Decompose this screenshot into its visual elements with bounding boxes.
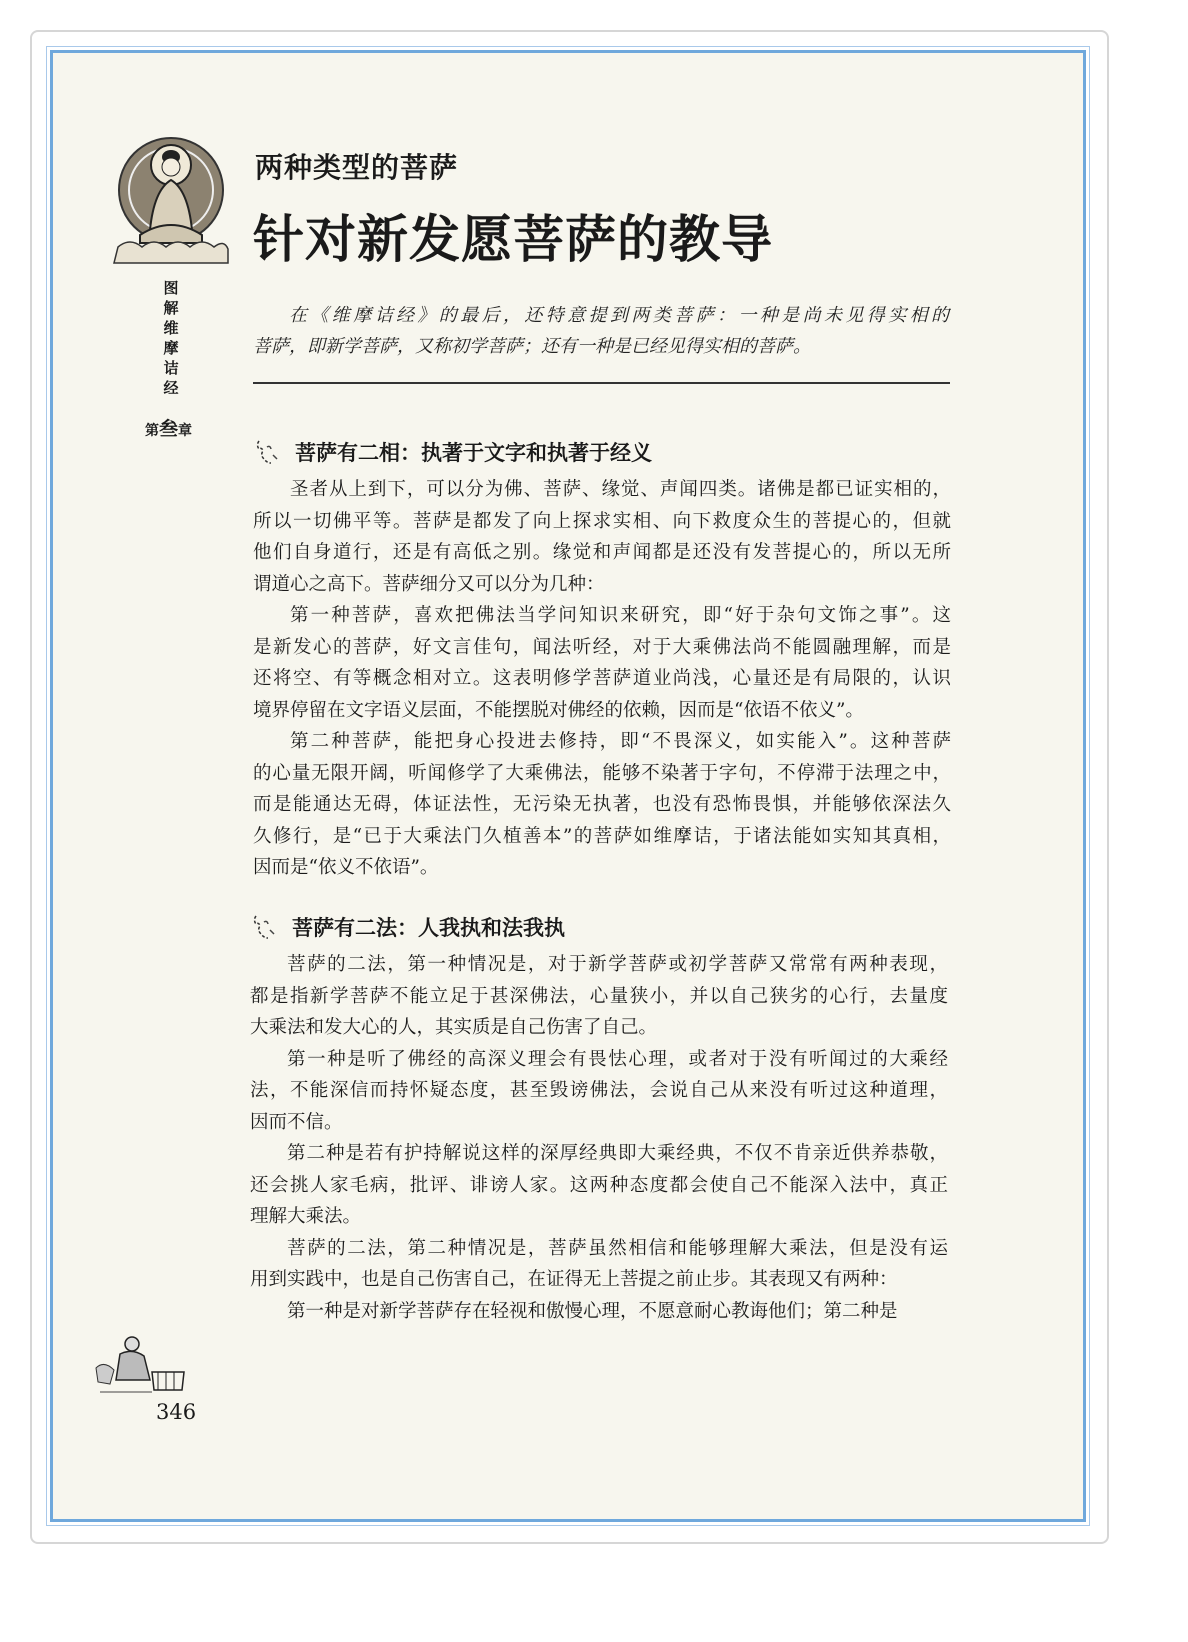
section-1: [253, 437, 951, 884]
intro-line: 在《维摩诘经》的最后，还特意提到两类菩萨：一种是尚未见得实相的: [289, 305, 949, 326]
paragraph: [250, 1233, 948, 1296]
section-heading-text: 菩萨有二法：人我执和法我执: [292, 916, 565, 940]
paragraph-line: 法，不能深信而持怀疑态度，甚至毁谤佛法，会说自己从来没有听过这种道理，: [250, 1080, 948, 1101]
section-heading: [250, 912, 948, 942]
buddha-illustration: [110, 135, 232, 270]
paragraph-line: 第二种是若有护持解说这样的深厚经典即大乘经典，不仅不肯亲近供养恭敬，: [287, 1143, 948, 1164]
paragraph: [250, 1296, 948, 1328]
paragraph: [253, 600, 951, 726]
paragraph-line: 他们自身道行，还是有高低之别。缘觉和声闻都是还没有发菩提心的，所以无所: [253, 542, 951, 563]
paragraph-line: 因而不信。: [250, 1111, 343, 1133]
paragraph-line: 都是指新学菩萨不能立足于甚深佛法，心量狭小，并以自己狭劣的心行，去量度: [250, 985, 948, 1007]
page-subtitle: 两种类型的菩萨: [255, 151, 459, 184]
paragraph-line: 第一种是对新学菩萨存在轻视和傲慢心理，不愿意耐心教诲他们；第二种是: [287, 1300, 898, 1322]
scroll-ornament-icon: [250, 912, 292, 942]
intro-paragraph: [253, 300, 949, 362]
section-body: [253, 474, 951, 884]
chapter-label: [145, 414, 192, 441]
section-heading: [253, 437, 951, 467]
paragraph-line: 用到实践中，也是自己伤害自己，在证得无上菩提之前止步。其表现又有两种：: [250, 1269, 898, 1290]
paragraph-line: 理解大乘法。: [250, 1206, 362, 1227]
chapter-suffix: 章: [178, 423, 193, 439]
paragraph: [253, 474, 951, 600]
paragraph-line: 第一种菩萨，喜欢把佛法当学问知识来研究，即“好于杂句文饰之事”。这: [290, 605, 951, 626]
paragraph-line: 菩萨的二法，第一种情况是，对于新学菩萨或初学菩萨又常常有两种表现，: [287, 954, 948, 975]
section-body: [250, 949, 948, 1327]
paragraph-line: 大乘法和发大心的人，其实质是自己伤害了自己。: [250, 1017, 658, 1038]
page-number: 346: [156, 1400, 197, 1424]
paragraph: [250, 949, 948, 1044]
paragraph-line: 还会挑人家毛病，批评、诽谤人家。这两种态度都会使自己不能深入法中，真正: [250, 1174, 948, 1196]
divider: [253, 382, 950, 384]
scroll-ornament-icon: [253, 437, 295, 467]
paragraph-line: 的心量无限开阔，听闻修学了大乘佛法，能够不染著于字句，不停滞于法理之中，: [253, 762, 951, 784]
chapter-prefix: 第: [145, 423, 159, 439]
intro-line: 菩萨，即新学菩萨，又称初学菩萨；还有一种是已经见得实相的菩萨。: [253, 336, 811, 357]
page-title: 针对新发愿菩萨的教导: [253, 211, 774, 270]
paragraph: [250, 1044, 948, 1139]
chapter-number: 叁: [159, 418, 179, 440]
paragraph-line: 而是能通达无碍，体证法性，无污染无执著，也没有恐怖畏惧，并能够依深法久: [253, 794, 951, 815]
section-heading-text: 菩萨有二相：执著于文字和执著于经义: [295, 441, 652, 465]
paragraph: [253, 726, 951, 884]
paragraph-line: 因而是“依义不依语”。: [253, 857, 439, 878]
paragraph-line: 第一种是听了佛经的高深义理会有畏怯心理，或者对于没有听闻过的大乘经: [287, 1048, 948, 1070]
paragraph-line: 第二种菩萨，能把身心投进去修持，即“不畏深义，如实能入”。这种菩萨: [290, 731, 951, 752]
paragraph-line: 久修行，是“已于大乘法门久植善本”的菩萨如维摩诘，于诸法能如实知其真相，: [253, 825, 951, 847]
paragraph-line: 还将空、有等概念相对立。这表明修学菩萨道业尚浅，心量还是有局限的，认识: [253, 668, 951, 689]
paragraph-line: 菩萨的二法，第二种情况是，菩萨虽然相信和能够理解大乘法，但是没有运: [287, 1237, 948, 1259]
paragraph: [250, 1138, 948, 1233]
paragraph-line: 谓道心之高下。菩萨细分又可以分为几种：: [253, 573, 605, 595]
section-2: [250, 912, 948, 1327]
book-title-vertical: 图解维摩诘经: [163, 279, 179, 397]
paragraph-line: 圣者从上到下，可以分为佛、菩萨、缘觉、声闻四类。诸佛是都已证实相的，: [290, 479, 951, 500]
paragraph-line: 是新发心的菩萨，好文言佳句，闻法听经，对于大乘佛法尚不能圆融理解，而是: [253, 636, 951, 658]
paragraph-line: 境界停留在文字语义层面，不能摆脱对佛经的依赖，因而是“依语不依义”。: [253, 699, 864, 721]
paragraph-line: 所以一切佛平等。菩萨是都发了向上探求实相、向下救度众生的菩提心的，但就: [253, 510, 951, 532]
figure-illustration: [92, 1332, 192, 1397]
